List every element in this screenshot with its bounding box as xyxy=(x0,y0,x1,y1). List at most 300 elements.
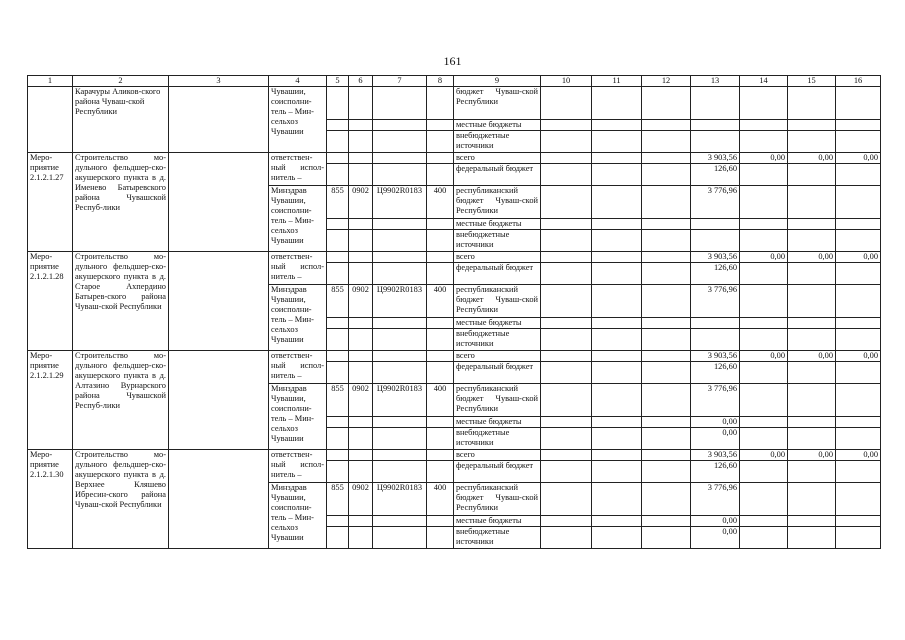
cell-source: республиканский бюджет Чуваш-ской Республики xyxy=(454,384,541,417)
cell-value xyxy=(691,230,740,252)
empty-cell xyxy=(836,219,881,230)
empty-cell xyxy=(788,164,836,186)
cell-code: 855 xyxy=(327,483,349,516)
empty-cell xyxy=(327,87,349,120)
cell-executor: Минздрав Чувашии, соисполни-тель – Мин-сельхоз Чувашии xyxy=(269,384,327,450)
empty-cell xyxy=(592,329,642,351)
empty-cell xyxy=(836,428,881,450)
table-row xyxy=(28,87,881,120)
empty-cell xyxy=(373,351,427,362)
empty-cell xyxy=(541,120,592,131)
page-number: 161 xyxy=(443,54,462,68)
empty-cell xyxy=(592,428,642,450)
empty-cell xyxy=(349,516,373,527)
empty-cell xyxy=(541,318,592,329)
empty-cell xyxy=(373,252,427,263)
empty-cell xyxy=(327,527,349,549)
empty-cell xyxy=(327,153,349,164)
empty-cell xyxy=(740,186,788,219)
empty-cell xyxy=(592,186,642,219)
empty-cell xyxy=(349,362,373,384)
empty-cell xyxy=(427,318,454,329)
column-number: 1 xyxy=(28,76,73,87)
cell-object-name: Строительство мо-дульного фельдшер-ско-акушерского пункта в д. Алтазино Вурнарского района Чувашской Респуб-лики xyxy=(73,351,169,450)
empty-cell xyxy=(349,131,373,153)
empty-cell xyxy=(541,384,592,417)
empty-cell xyxy=(541,483,592,516)
empty-cell xyxy=(427,450,454,461)
cell-value: 0,00 xyxy=(740,252,788,263)
table-body xyxy=(28,76,881,549)
empty-cell xyxy=(373,450,427,461)
empty-cell xyxy=(349,263,373,285)
cell-value: 0,00 xyxy=(836,450,881,461)
empty-cell xyxy=(427,164,454,186)
empty-cell xyxy=(788,131,836,153)
cell-code: 855 xyxy=(327,384,349,417)
cell-code: 855 xyxy=(327,285,349,318)
cell-executor: ответствен-ный испол-нитель – xyxy=(269,351,327,384)
empty-cell xyxy=(541,527,592,549)
empty-cell xyxy=(592,164,642,186)
cell-object-name: Строительство мо-дульного фельдшер-ско-акушерского пункта в д. Именево Батыревского района Чувашской Респуб-лики xyxy=(73,153,169,252)
empty-cell xyxy=(691,131,740,153)
cell-object-name: Строительство мо-дульного фельдшер-ско-акушерского пункта в д. Верхнее Кляшево Ибресин-ского района Чуваш-ской Республики xyxy=(73,450,169,549)
empty-cell xyxy=(788,516,836,527)
empty-cell xyxy=(788,186,836,219)
cell-measure-id: Меро-приятие 2.1.2.1.27 xyxy=(28,153,73,252)
empty-cell xyxy=(836,417,881,428)
empty-cell xyxy=(740,131,788,153)
empty-cell xyxy=(836,186,881,219)
empty-cell xyxy=(349,329,373,351)
empty-cell xyxy=(642,362,691,384)
cell-source: всего xyxy=(454,153,541,164)
empty-cell xyxy=(836,384,881,417)
cell-code: 400 xyxy=(427,483,454,516)
empty-cell xyxy=(788,428,836,450)
cell-executor: ответствен-ный испол-нитель – xyxy=(269,252,327,285)
empty-cell xyxy=(740,417,788,428)
cell-value: 126,60 xyxy=(691,263,740,285)
empty-cell xyxy=(642,483,691,516)
column-number: 15 xyxy=(788,76,836,87)
empty-cell xyxy=(740,329,788,351)
cell-code: 400 xyxy=(427,285,454,318)
empty-cell xyxy=(541,153,592,164)
column-number: 14 xyxy=(740,76,788,87)
empty-cell xyxy=(349,450,373,461)
empty-cell xyxy=(592,131,642,153)
empty-cell xyxy=(836,329,881,351)
cell-value xyxy=(691,318,740,329)
empty-cell xyxy=(427,527,454,549)
empty-cell xyxy=(592,461,642,483)
empty-cell xyxy=(592,384,642,417)
cell-code: 0902 xyxy=(349,186,373,219)
empty-cell xyxy=(349,461,373,483)
empty-cell xyxy=(740,384,788,417)
cell-source: республиканский бюджет Чуваш-ской Республики xyxy=(454,483,541,516)
empty-cell xyxy=(349,318,373,329)
empty-cell xyxy=(836,516,881,527)
empty-cell xyxy=(642,186,691,219)
cell-value: 3 903,56 xyxy=(691,450,740,461)
empty-cell xyxy=(327,351,349,362)
cell-col3 xyxy=(169,351,269,450)
empty-cell xyxy=(740,285,788,318)
empty-cell xyxy=(642,516,691,527)
cell-source: федеральный бюджет xyxy=(454,263,541,285)
empty-cell xyxy=(642,230,691,252)
empty-cell xyxy=(788,362,836,384)
empty-cell xyxy=(427,219,454,230)
empty-cell xyxy=(642,384,691,417)
cell-source: республиканский бюджет Чуваш-ской Республики xyxy=(454,186,541,219)
cell-source: республиканский бюджет Чуваш-ской Республики xyxy=(454,285,541,318)
empty-cell xyxy=(327,252,349,263)
cell-executor: Минздрав Чувашии, соисполни-тель – Мин-сельхоз Чувашии xyxy=(269,483,327,549)
empty-cell xyxy=(427,87,454,120)
empty-cell xyxy=(427,131,454,153)
cell-col3 xyxy=(169,153,269,252)
column-number: 13 xyxy=(691,76,740,87)
empty-cell xyxy=(642,351,691,362)
cell-source: федеральный бюджет xyxy=(454,164,541,186)
cell-executor: Чувашии, соисполни-тель – Мин-сельхоз Чувашии xyxy=(269,87,327,153)
empty-cell xyxy=(541,131,592,153)
empty-cell xyxy=(642,329,691,351)
empty-cell xyxy=(373,362,427,384)
budget-table xyxy=(27,75,881,549)
empty-cell xyxy=(349,417,373,428)
empty-cell xyxy=(373,87,427,120)
empty-cell xyxy=(836,164,881,186)
empty-cell xyxy=(836,318,881,329)
empty-cell xyxy=(740,483,788,516)
cell-executor: ответствен-ный испол-нитель – xyxy=(269,153,327,186)
empty-cell xyxy=(836,230,881,252)
cell-source: внебюджетные источники xyxy=(454,131,541,153)
empty-cell xyxy=(740,461,788,483)
cell-object-name: Карачуры Аликов-ского района Чуваш-ской Республики xyxy=(73,87,169,153)
empty-cell xyxy=(373,516,427,527)
empty-cell xyxy=(836,131,881,153)
empty-cell xyxy=(327,417,349,428)
empty-cell xyxy=(642,527,691,549)
empty-cell xyxy=(427,516,454,527)
empty-cell xyxy=(349,230,373,252)
cell-measure-id: Меро-приятие 2.1.2.1.28 xyxy=(28,252,73,351)
empty-cell xyxy=(327,450,349,461)
empty-cell xyxy=(642,318,691,329)
empty-cell xyxy=(592,230,642,252)
empty-cell xyxy=(427,362,454,384)
empty-cell xyxy=(373,461,427,483)
empty-cell xyxy=(541,230,592,252)
cell-value xyxy=(691,219,740,230)
empty-cell xyxy=(740,87,788,120)
empty-cell xyxy=(592,87,642,120)
empty-cell xyxy=(836,362,881,384)
empty-cell xyxy=(642,450,691,461)
cell-value: 126,60 xyxy=(691,164,740,186)
empty-cell xyxy=(541,351,592,362)
empty-cell xyxy=(373,263,427,285)
cell-code: 0902 xyxy=(349,483,373,516)
empty-cell xyxy=(327,362,349,384)
cell-code: 0902 xyxy=(349,285,373,318)
cell-value: 0,00 xyxy=(836,351,881,362)
column-number: 9 xyxy=(454,76,541,87)
empty-cell xyxy=(327,516,349,527)
empty-cell xyxy=(642,120,691,131)
empty-cell xyxy=(788,285,836,318)
empty-cell xyxy=(788,483,836,516)
empty-cell xyxy=(541,252,592,263)
empty-cell xyxy=(788,263,836,285)
empty-cell xyxy=(373,219,427,230)
empty-cell xyxy=(836,263,881,285)
column-number: 8 xyxy=(427,76,454,87)
empty-cell xyxy=(541,428,592,450)
empty-cell xyxy=(592,219,642,230)
empty-cell xyxy=(740,164,788,186)
empty-cell xyxy=(541,87,592,120)
empty-cell xyxy=(788,329,836,351)
empty-cell xyxy=(642,252,691,263)
empty-cell xyxy=(349,428,373,450)
empty-cell xyxy=(642,153,691,164)
empty-cell xyxy=(788,384,836,417)
cell-value: 3 776,96 xyxy=(691,483,740,516)
empty-cell xyxy=(642,219,691,230)
empty-cell xyxy=(541,219,592,230)
cell-object-name: Строительство мо-дульного фельдшер-ско-акушерского пункта в д. Старое Ахпердино Батырев-ского района Чуваш-ской Республики xyxy=(73,252,169,351)
column-number: 7 xyxy=(373,76,427,87)
cell-value: 3 776,96 xyxy=(691,384,740,417)
cell-source: федеральный бюджет xyxy=(454,362,541,384)
cell-value: 3 776,96 xyxy=(691,285,740,318)
cell-col3 xyxy=(169,450,269,549)
column-number-row xyxy=(28,76,881,87)
cell-source: всего xyxy=(454,252,541,263)
cell-code: Ц9902R0183 xyxy=(373,285,427,318)
empty-cell xyxy=(541,285,592,318)
empty-cell xyxy=(427,153,454,164)
empty-cell xyxy=(427,263,454,285)
empty-cell xyxy=(373,153,427,164)
cell-col3 xyxy=(169,87,269,153)
empty-cell xyxy=(788,219,836,230)
cell-value: 0,00 xyxy=(788,252,836,263)
empty-cell xyxy=(349,87,373,120)
cell-source: местные бюджеты xyxy=(454,516,541,527)
empty-cell xyxy=(349,164,373,186)
cell-code: Ц9902R0183 xyxy=(373,384,427,417)
cell-value: 3 903,56 xyxy=(691,351,740,362)
empty-cell xyxy=(592,362,642,384)
empty-cell xyxy=(541,450,592,461)
empty-cell xyxy=(836,461,881,483)
empty-cell xyxy=(642,285,691,318)
cell-code: Ц9902R0183 xyxy=(373,483,427,516)
column-number: 4 xyxy=(269,76,327,87)
empty-cell xyxy=(373,131,427,153)
column-number: 12 xyxy=(642,76,691,87)
empty-cell xyxy=(740,318,788,329)
cell-value: 0,00 xyxy=(788,450,836,461)
cell-value: 3 776,96 xyxy=(691,186,740,219)
cell-code: 400 xyxy=(427,384,454,417)
empty-cell xyxy=(541,362,592,384)
cell-col3 xyxy=(169,252,269,351)
cell-value xyxy=(691,329,740,351)
empty-cell xyxy=(642,263,691,285)
empty-cell xyxy=(788,417,836,428)
empty-cell xyxy=(592,527,642,549)
empty-cell xyxy=(327,219,349,230)
table-row xyxy=(28,153,881,164)
cell-code: 0902 xyxy=(349,384,373,417)
empty-cell xyxy=(836,87,881,120)
empty-cell xyxy=(740,230,788,252)
empty-cell xyxy=(788,461,836,483)
empty-cell xyxy=(427,461,454,483)
empty-cell xyxy=(592,252,642,263)
cell-source: местные бюджеты xyxy=(454,120,541,131)
empty-cell xyxy=(740,527,788,549)
empty-cell xyxy=(592,483,642,516)
cell-source: федеральный бюджет xyxy=(454,461,541,483)
empty-cell xyxy=(349,120,373,131)
cell-source: местные бюджеты xyxy=(454,417,541,428)
empty-cell xyxy=(836,120,881,131)
empty-cell xyxy=(788,120,836,131)
empty-cell xyxy=(427,329,454,351)
cell-code: 400 xyxy=(427,186,454,219)
cell-source: бюджет Чуваш-ской Республики xyxy=(454,87,541,120)
empty-cell xyxy=(740,120,788,131)
empty-cell xyxy=(592,263,642,285)
empty-cell xyxy=(691,87,740,120)
empty-cell xyxy=(327,318,349,329)
cell-value: 0,00 xyxy=(836,252,881,263)
empty-cell xyxy=(327,131,349,153)
empty-cell xyxy=(691,120,740,131)
empty-cell xyxy=(373,318,427,329)
cell-value: 0,00 xyxy=(691,417,740,428)
cell-value: 3 903,56 xyxy=(691,252,740,263)
empty-cell xyxy=(427,120,454,131)
empty-cell xyxy=(541,516,592,527)
empty-cell xyxy=(541,186,592,219)
empty-cell xyxy=(642,164,691,186)
empty-cell xyxy=(836,483,881,516)
column-number: 11 xyxy=(592,76,642,87)
empty-cell xyxy=(327,164,349,186)
cell-executor: Минздрав Чувашии, соисполни-тель – Мин-сельхоз Чувашии xyxy=(269,285,327,351)
empty-cell xyxy=(836,527,881,549)
empty-cell xyxy=(740,362,788,384)
cell-source: внебюджетные источники xyxy=(454,428,541,450)
column-number: 6 xyxy=(349,76,373,87)
empty-cell xyxy=(373,428,427,450)
cell-measure-id: Меро-приятие 2.1.2.1.30 xyxy=(28,450,73,549)
empty-cell xyxy=(373,417,427,428)
cell-source: внебюджетные источники xyxy=(454,329,541,351)
empty-cell xyxy=(427,252,454,263)
empty-cell xyxy=(427,417,454,428)
empty-cell xyxy=(427,230,454,252)
cell-value: 0,00 xyxy=(691,428,740,450)
empty-cell xyxy=(740,428,788,450)
empty-cell xyxy=(642,428,691,450)
empty-cell xyxy=(349,351,373,362)
empty-cell xyxy=(642,131,691,153)
cell-source: местные бюджеты xyxy=(454,318,541,329)
empty-cell xyxy=(592,417,642,428)
column-number: 5 xyxy=(327,76,349,87)
empty-cell xyxy=(327,120,349,131)
empty-cell xyxy=(592,120,642,131)
empty-cell xyxy=(349,252,373,263)
cell-source: местные бюджеты xyxy=(454,219,541,230)
cell-value: 126,60 xyxy=(691,362,740,384)
empty-cell xyxy=(642,417,691,428)
cell-value: 0,00 xyxy=(740,153,788,164)
empty-cell xyxy=(427,428,454,450)
cell-source: внебюджетные источники xyxy=(454,230,541,252)
cell-source: внебюджетные источники xyxy=(454,527,541,549)
table-row xyxy=(28,252,881,263)
cell-value: 0,00 xyxy=(740,351,788,362)
empty-cell xyxy=(541,417,592,428)
cell-executor: Минздрав Чувашии, соисполни-тель – Мин-сельхоз Чувашии xyxy=(269,186,327,252)
empty-cell xyxy=(541,329,592,351)
empty-cell xyxy=(592,516,642,527)
column-number: 10 xyxy=(541,76,592,87)
cell-source: всего xyxy=(454,351,541,362)
cell-executor: ответствен-ный испол-нитель – xyxy=(269,450,327,483)
cell-measure xyxy=(28,87,73,153)
empty-cell xyxy=(373,230,427,252)
empty-cell xyxy=(349,153,373,164)
empty-cell xyxy=(740,516,788,527)
empty-cell xyxy=(740,219,788,230)
cell-code: Ц9902R0183 xyxy=(373,186,427,219)
empty-cell xyxy=(592,285,642,318)
table-row xyxy=(28,351,881,362)
empty-cell xyxy=(592,153,642,164)
cell-measure-id: Меро-приятие 2.1.2.1.29 xyxy=(28,351,73,450)
column-number: 16 xyxy=(836,76,881,87)
empty-cell xyxy=(373,120,427,131)
cell-source: всего xyxy=(454,450,541,461)
empty-cell xyxy=(592,318,642,329)
empty-cell xyxy=(327,263,349,285)
cell-value: 0,00 xyxy=(691,527,740,549)
empty-cell xyxy=(427,351,454,362)
cell-value: 0,00 xyxy=(836,153,881,164)
empty-cell xyxy=(836,285,881,318)
empty-cell xyxy=(349,219,373,230)
empty-cell xyxy=(740,263,788,285)
cell-value: 0,00 xyxy=(691,516,740,527)
empty-cell xyxy=(788,230,836,252)
column-number: 2 xyxy=(73,76,169,87)
empty-cell xyxy=(373,164,427,186)
